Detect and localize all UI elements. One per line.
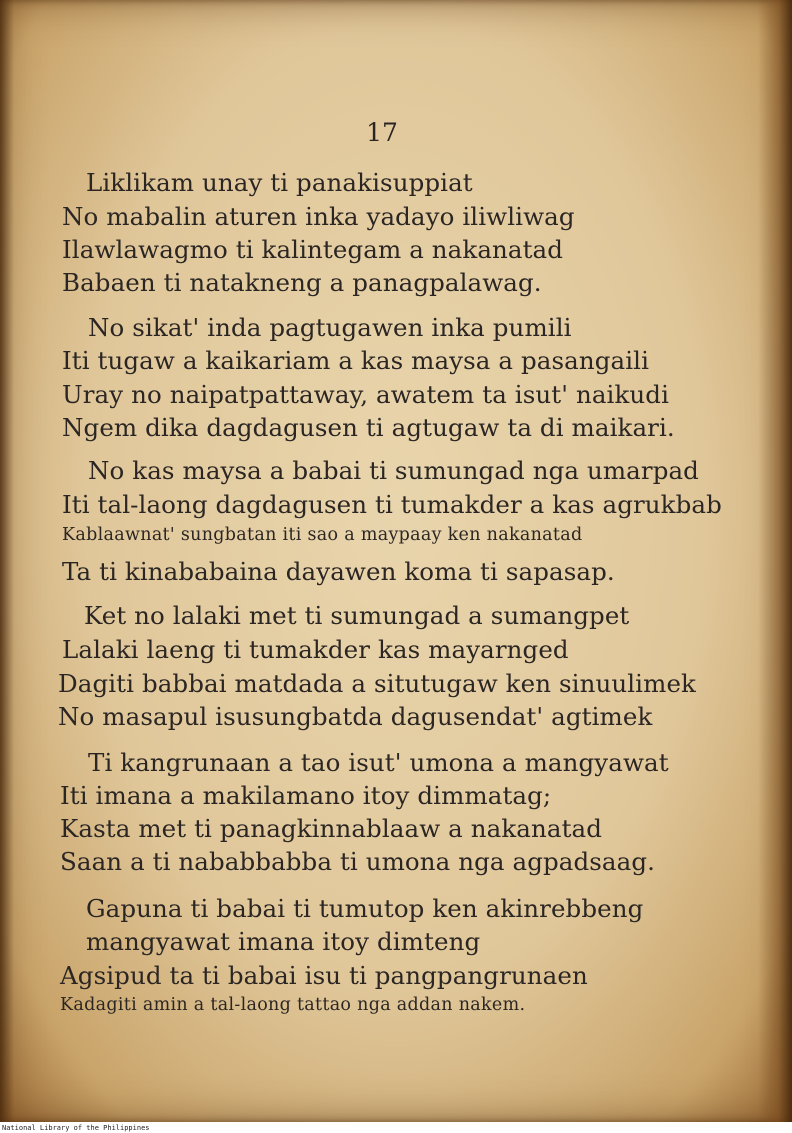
poem-line: Ngem dika dagdagusen ti agtugaw ta di maikari. [62, 413, 675, 442]
poem-line: Saan a ti nababbabba ti umona nga agpadsaag. [60, 847, 656, 876]
poem-line: Lalaki laeng ti tumakder kas mayarnged [62, 635, 569, 664]
poem-line: No kas maysa a babai ti sumungad nga umarpad [88, 456, 699, 485]
poem-line: No sikat' inda pagtugawen inka pumili [88, 313, 572, 342]
poem-line: Uray no naipatpattaway, awatem ta isut' naikudi [62, 380, 670, 409]
poem-line: Ti kangrunaan a tao isut' umona a mangyawat [88, 748, 669, 777]
page-number: 17 [366, 118, 398, 147]
poem-line: Kablaawnat' sungbatan iti sao a maypaay ken nakanatad [62, 525, 583, 545]
poem-line: No mabalin aturen inka yadayo iliwliwag [62, 202, 575, 231]
poem-line: Dagiti babbai matdada a situtugaw ken sinuulimek [58, 669, 696, 698]
poem-line: Liklikam unay ti panakisuppiat [86, 168, 473, 197]
poem-line: Ilawlawagmo ti kalintegam a nakanatad [62, 235, 564, 264]
poem-line: mangyawat imana itoy dimteng [86, 927, 481, 956]
poem-line: Gapuna ti babai ti tumutop ken akinrebbeng [86, 894, 644, 923]
poem-line: Iti imana a makilamano itoy dimmatag; [60, 781, 552, 810]
poem-line: Iti tal-laong dagdagusen ti tumakder a kas agrukbab [62, 490, 722, 519]
poem-line: Ket no lalaki met ti sumungad a sumangpet [84, 601, 630, 630]
poem-line: Ta ti kinababaina dayawen koma ti sapasap. [62, 557, 615, 586]
poem-line: Iti tugaw a kaikariam a kas maysa a pasangaili [62, 346, 650, 375]
library-credit: National Library of the Philippines [2, 1124, 150, 1132]
poem-line: Agsipud ta ti babai isu ti pangpangrunaen [60, 961, 588, 990]
poem-line: Babaen ti natakneng a panagpalawag. [62, 268, 542, 297]
poem-line: Kasta met ti panagkinnablaaw a nakanatad [60, 814, 603, 843]
page-right-shadow [758, 0, 792, 1122]
poem-line: No masapul isusungbatda dagusendat' agtimek [58, 702, 653, 731]
poem-line: Kadagiti amin a tal-laong tattao nga addan nakem. [60, 995, 526, 1015]
page-left-shadow [0, 0, 14, 1122]
